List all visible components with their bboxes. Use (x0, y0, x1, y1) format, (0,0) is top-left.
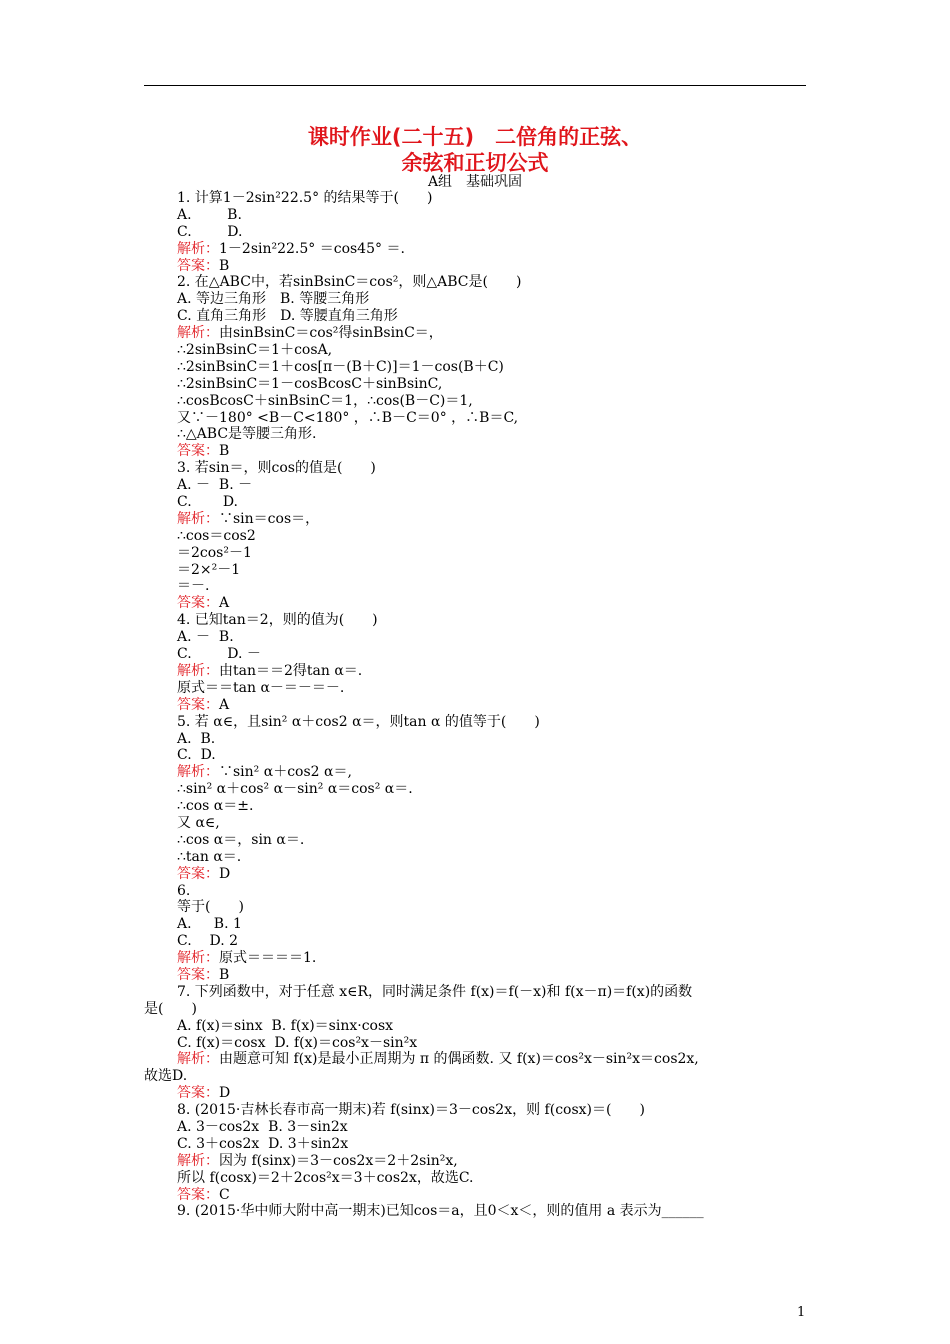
text-line (144, 663, 806, 680)
text-line (144, 764, 806, 781)
text-line (144, 731, 806, 748)
line-text: A. B. (177, 206, 242, 223)
answer-label: 解析： (177, 662, 219, 679)
text-line (144, 1136, 806, 1153)
line-text: 原式＝＝＝＝1. (219, 950, 317, 967)
line-text: 又 α∈, (177, 814, 220, 831)
text-line (144, 950, 806, 967)
text-line (144, 1153, 806, 1170)
line-text: 8. (2015·吉林长春市高一期末)若 f(sinx)＝3－cos2x，则 f(cosx)＝( ) (177, 1102, 645, 1119)
line-text: ＝2×²－1 (177, 561, 241, 578)
line-text: 因为 f(sinx)＝3－cos2x＝2＋2sin²x, (219, 1152, 458, 1169)
line-text: ∴△ABC是等腰三角形. (177, 426, 317, 443)
answer-label: 解析： (177, 1051, 219, 1068)
line-text: ∴cos α＝，sin α＝. (177, 831, 305, 848)
line-text: 由tan＝＝2得tan α＝. (219, 662, 363, 679)
text-line (144, 325, 806, 342)
line-text: ∴cos＝cos2 (177, 527, 256, 544)
text-line (144, 899, 806, 916)
line-text: ∴2sinBsinC＝1＋cosA, (177, 342, 333, 359)
text-line (144, 460, 806, 477)
text-line (144, 477, 806, 494)
text-line (144, 1085, 806, 1102)
text-line (144, 274, 806, 291)
line-text: 2. 在△ABC中，若sinBsinC＝cos²，则△ABC是( ) (177, 274, 522, 291)
line-text: 等于( ) (177, 899, 244, 916)
line-text: 3. 若sin＝，则cos的值是( ) (177, 460, 376, 477)
document-title-line2: 余弦和正切公式 (401, 151, 549, 175)
line-text: 又∵－180° <B－C<180° ，∴B－C＝0° ，∴B＝C, (177, 409, 519, 426)
answer-label: 解析： (177, 325, 219, 342)
line-text: A. － B. － (177, 477, 253, 494)
line-text: C. D. (177, 747, 216, 764)
line-text: 5. 若 α∈，且sin² α＋cos2 α＝，则tan α 的值等于( ) (177, 713, 540, 730)
text-line (144, 1203, 806, 1220)
text-line (144, 342, 806, 359)
text-line (144, 984, 806, 1001)
section-heading: A组 基础巩固 (427, 174, 523, 190)
text-line (144, 528, 806, 545)
text-line (144, 1119, 806, 1136)
text-line (144, 443, 806, 460)
text-line (144, 916, 806, 933)
answer-label: 解析： (177, 240, 219, 257)
text-line (144, 646, 806, 663)
line-text: C. 直角三角形 D. 等腰直角三角形 (177, 308, 398, 325)
line-text: 9. (2015·华中师大附中高一期末)已知cos＝a，且0＜x＜，则的值用 a 表示为______ (177, 1203, 704, 1220)
answer-label: 答案： (177, 865, 219, 882)
answer-label: 答案： (177, 1085, 219, 1102)
text-line (144, 291, 806, 308)
line-text: ＝2cos²－1 (177, 544, 252, 561)
page-number: 1 (797, 1305, 806, 1320)
text-line (144, 511, 806, 528)
line-text: A. 3－cos2x B. 3－sin2x (177, 1118, 348, 1135)
text-line (144, 190, 806, 207)
line-text: A. 等边三角形 B. 等腰三角形 (177, 291, 370, 308)
text-line (144, 612, 806, 629)
text-line (144, 376, 806, 393)
line-text: B (219, 966, 230, 983)
line-text: ∵sin＝cos＝， (219, 510, 320, 527)
text-line (144, 224, 806, 241)
answer-label: 解析： (177, 1152, 219, 1169)
text-line (144, 241, 806, 258)
line-text: 1. 计算1－2sin²22.5° 的结果等于( ) (177, 190, 433, 206)
answer-label: 解析： (177, 510, 219, 527)
line-text: ＝－. (177, 578, 210, 595)
text-line (144, 697, 806, 714)
answer-label: 答案： (177, 966, 219, 983)
text-line (144, 967, 806, 984)
text-line (144, 1001, 806, 1018)
line-text: ∴2sinBsinC＝1－cosBcosC＋sinBsinC, (177, 375, 443, 392)
line-text: ∴sin² α＋cos² α－sin² α＝cos² α＝. (177, 781, 413, 798)
line-text: 由题意可知 f(x)是最小正周期为 π 的偶函数. 又 f(x)＝cos²x－sin²x＝cos2x, (219, 1051, 699, 1068)
text-line (144, 1170, 806, 1187)
line-text: ∴2sinBsinC＝1＋cos[π－(B＋C)]＝1－cos(B＋C) (177, 358, 504, 375)
line-text: A (219, 696, 230, 713)
line-text: 故选D. (144, 1068, 188, 1085)
text-line (144, 1018, 806, 1035)
text-line (144, 832, 806, 849)
text-line (144, 883, 806, 900)
line-text: 1－2sin²22.5° ＝cos45° ＝. (219, 240, 405, 257)
line-text: ∵sin² α＋cos2 α＝, (219, 764, 352, 781)
text-line (144, 714, 806, 731)
text-line (144, 866, 806, 883)
answer-label: 答案： (177, 696, 219, 713)
text-line (144, 1068, 806, 1085)
answer-label: 答案： (177, 443, 219, 460)
text-line (144, 545, 806, 562)
line-text: 原式＝＝tan α－＝－＝－. (177, 679, 345, 696)
document-body (144, 190, 806, 1220)
text-line (144, 680, 806, 697)
line-text: 7. 下列函数中，对于任意 x∈R，同时满足条件 f(x)＝f(－x)和 f(x－π)＝f(x)的函数 (177, 983, 693, 1000)
document-title-line1: 课时作业(二十五) 二倍角的正弦、 (307, 125, 643, 149)
text-line (144, 258, 806, 275)
text-line (144, 359, 806, 376)
line-text: 是( ) (144, 1000, 197, 1017)
line-text: B (219, 443, 230, 460)
line-text: A. B. 1 (177, 916, 242, 933)
text-line (144, 781, 806, 798)
text-line (144, 1051, 806, 1068)
line-text: A. f(x)＝sinx B. f(x)＝sinx·cosx (177, 1017, 394, 1034)
line-text: C. f(x)＝cosx D. f(x)＝cos²x－sin²x (177, 1034, 418, 1051)
line-text: 6. (177, 882, 191, 899)
line-text: C. D. (177, 494, 238, 511)
line-text: ∴cos α＝±. (177, 798, 254, 815)
line-text: A. － B. (177, 629, 234, 646)
text-line (144, 629, 806, 646)
header-rule (144, 85, 806, 86)
text-line (144, 849, 806, 866)
line-text: C. D. (177, 223, 243, 240)
line-text: ∴cosBcosC＋sinBsinC＝1，∴cos(B－C)＝1, (177, 392, 473, 409)
line-text: C. D. － (177, 646, 261, 663)
text-line (144, 815, 806, 832)
line-text: ∴tan α＝. (177, 848, 242, 865)
line-text: 由sinBsinC＝cos²得sinBsinC＝， (219, 325, 443, 342)
text-line (144, 747, 806, 764)
text-line (144, 207, 806, 224)
line-text: D (219, 1085, 231, 1102)
text-line (144, 798, 806, 815)
answer-label: 答案： (177, 257, 219, 274)
line-text: 所以 f(cosx)＝2＋2cos²x＝3＋cos2x，故选C. (177, 1169, 474, 1186)
line-text: A (219, 595, 230, 612)
text-line (144, 933, 806, 950)
line-text: C (219, 1186, 230, 1203)
text-line (144, 1035, 806, 1052)
line-text: C. D. 2 (177, 933, 238, 950)
line-text: B (219, 257, 230, 274)
line-text: 4. 已知tan＝2，则的值为( ) (177, 612, 378, 629)
text-line (144, 308, 806, 325)
answer-label: 解析： (177, 764, 219, 781)
line-text: D (219, 865, 231, 882)
text-line (144, 1187, 806, 1204)
text-line (144, 410, 806, 427)
text-line (144, 595, 806, 612)
answer-label: 解析： (177, 950, 219, 967)
text-line (144, 578, 806, 595)
answer-label: 答案： (177, 595, 219, 612)
answer-label: 答案： (177, 1186, 219, 1203)
text-line (144, 393, 806, 410)
text-line (144, 494, 806, 511)
text-line (144, 426, 806, 443)
line-text: C. 3＋cos2x D. 3＋sin2x (177, 1135, 349, 1152)
text-line (144, 562, 806, 579)
line-text: A. B. (177, 730, 216, 747)
text-line (144, 1102, 806, 1119)
